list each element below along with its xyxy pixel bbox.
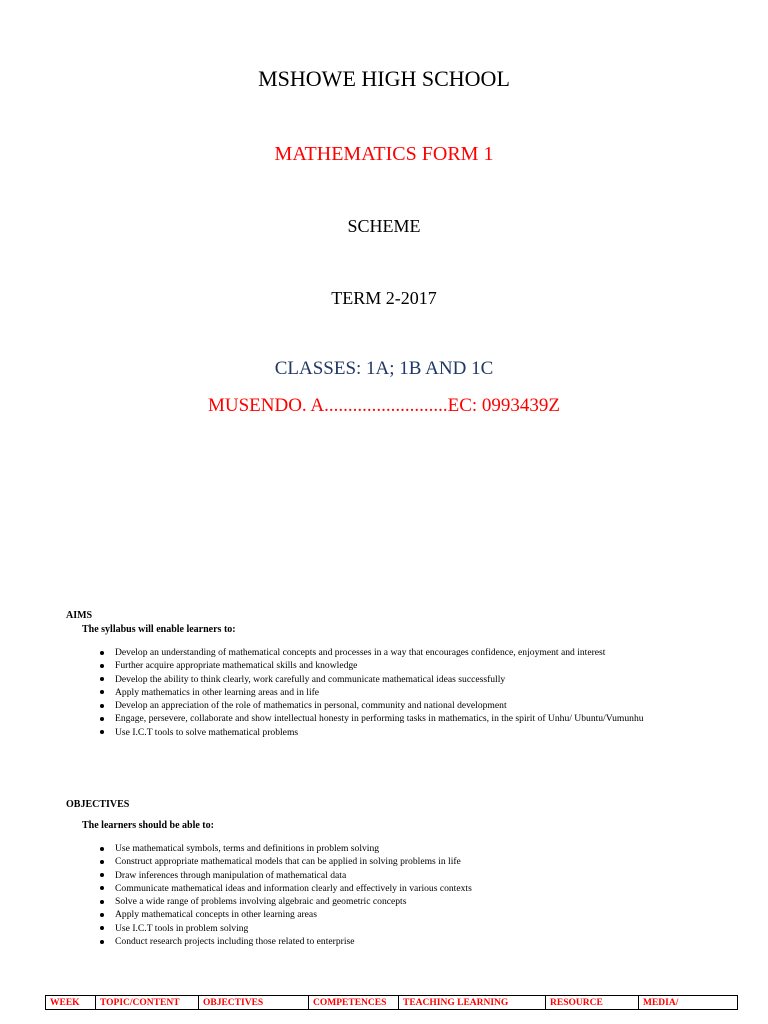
term-label: TERM 2-2017	[331, 288, 437, 308]
list-item: Use mathematical symbols, terms and definitions in problem solving	[115, 842, 715, 855]
list-item: Use I.C.T tools in problem solving	[115, 922, 715, 935]
school-name: MSHOWE HIGH SCHOOL	[258, 66, 510, 91]
scheme-table-header	[45, 995, 738, 1010]
list-item: Engage, persevere, collaborate and show intellectual honesty in performing tasks in mathematics, in the spirit of Unhu/ Ubuntu/Vumunhu	[115, 712, 715, 725]
list-item: Further acquire appropriate mathematical skills and knowledge	[115, 659, 715, 672]
list-item: Develop the ability to think clearly, work carefully and communicate mathematical ideas successfully	[115, 673, 715, 686]
objectives-heading: OBJECTIVES	[66, 799, 130, 810]
list-item: Apply mathematics in other learning areas and in life	[115, 686, 715, 699]
aims-list	[98, 646, 715, 739]
list-item: Develop an understanding of mathematical concepts and processes in a way that encourages confidence, enjoyment and interest	[115, 646, 715, 659]
teacher-line: MUSENDO. A..........................EC: 0993439Z	[207, 395, 561, 416]
classes-label: CLASSES: 1A; 1B AND 1C	[274, 358, 494, 379]
list-item: Use I.C.T tools to solve mathematical problems	[115, 726, 715, 739]
column-header-resource: RESOURCE	[546, 996, 639, 1010]
list-item: Conduct research projects including those related to enterprise	[115, 935, 715, 948]
list-item: Draw inferences through manipulation of mathematical data	[115, 869, 715, 882]
column-header-objectives: OBJECTIVES	[199, 996, 309, 1010]
aims-intro: The syllabus will enable learners to:	[82, 624, 236, 635]
document-type: SCHEME	[347, 216, 421, 236]
column-header-topic: TOPIC/CONTENT	[96, 996, 199, 1010]
list-item: Develop an appreciation of the role of mathematics in personal, community and national development	[115, 699, 715, 712]
list-item: Solve a wide range of problems involving algebraic and geometric concepts	[115, 895, 715, 908]
list-item: Construct appropriate mathematical models that can be applied in solving problems in life	[115, 855, 715, 868]
table-row	[46, 996, 738, 1010]
column-header-competences: COMPETENCES	[309, 996, 399, 1010]
column-header-media: MEDIA/	[639, 996, 738, 1010]
list-item: Communicate mathematical ideas and information clearly and effectively in various contexts	[115, 882, 715, 895]
column-header-week: WEEK	[46, 996, 96, 1010]
objectives-list	[98, 842, 715, 948]
column-header-teaching-learning: TEACHING LEARNING	[399, 996, 546, 1010]
aims-heading: AIMS	[66, 610, 93, 621]
list-item: Apply mathematical concepts in other learning areas	[115, 908, 715, 921]
objectives-intro: The learners should be able to:	[82, 820, 214, 831]
subject-title: MATHEMATICS FORM 1	[274, 143, 494, 165]
